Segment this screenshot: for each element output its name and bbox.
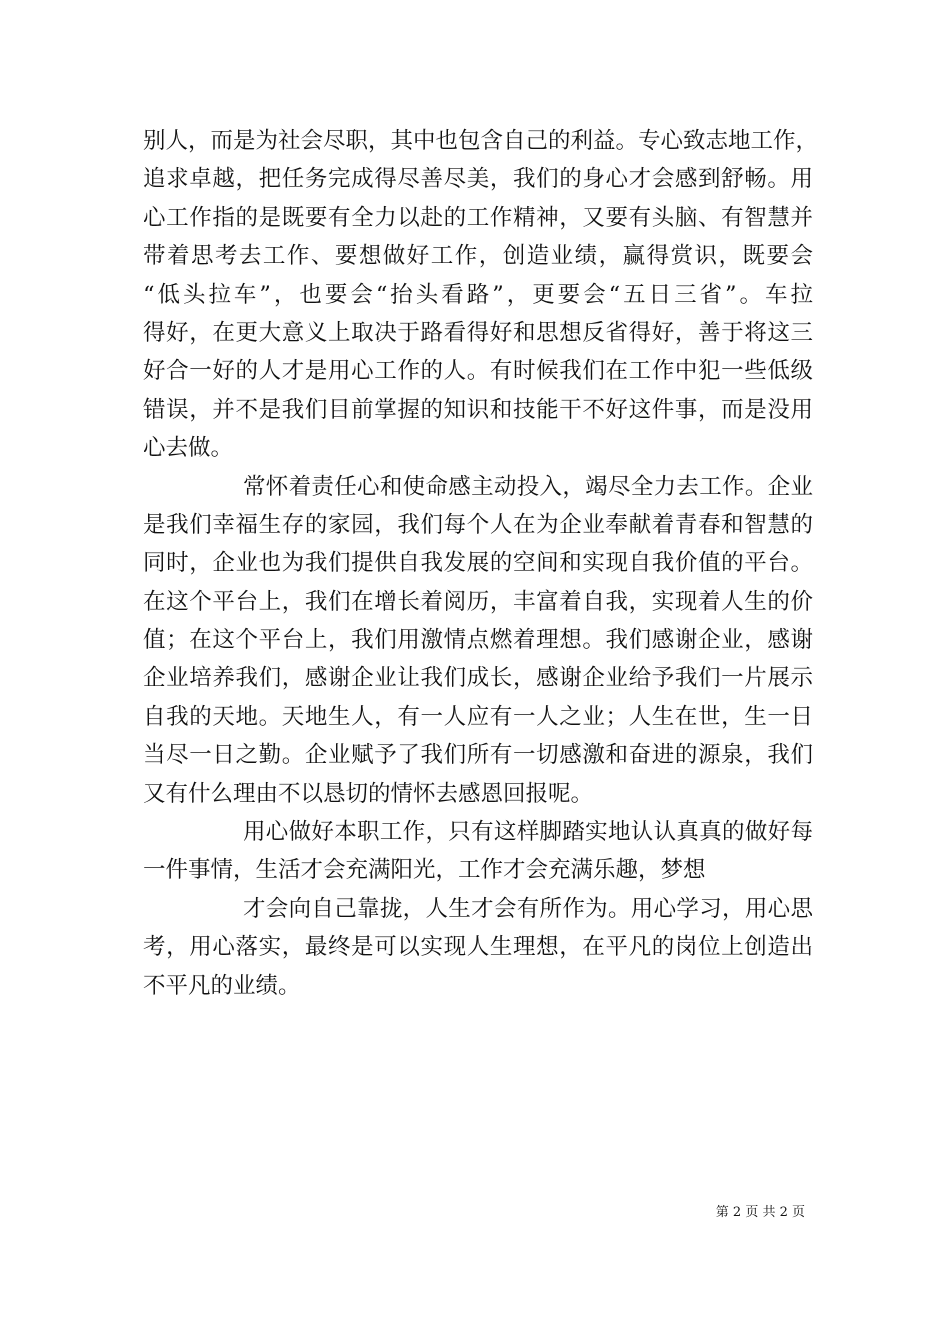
text-line: 自我的天地。天地生人，有一人应有一人之业；人生在世，生一日 <box>143 703 813 730</box>
text-line: 才会向自己靠拢，人生才会有所作为。用心学习，用心思 <box>243 895 813 922</box>
text-line: 追求卓越，把任务完成得尽善尽美，我们的身心才会感到舒畅。用 <box>143 166 813 193</box>
paragraph-2 <box>143 468 813 814</box>
text-line: 心工作指的是既要有全力以赴的工作精神，又要有头脑、有智慧并 <box>143 204 813 231</box>
text-line: 值；在这个平台上，我们用激情点燃着理想。我们感谢企业，感谢 <box>143 627 813 654</box>
text-line: 用心做好本职工作，只有这样脚踏实地认认真真的做好每 <box>243 819 813 846</box>
text-line: 带着思考去工作、要想做好工作，创造业绩，赢得赏识，既要会 <box>143 243 813 270</box>
text-line: 企业培养我们，感谢企业让我们成长，感谢企业给予我们一片展示 <box>143 665 813 692</box>
text-line: 得好，在更大意义上取决于路看得好和思想反省得好，善于将这三 <box>143 319 813 346</box>
text-line: 在这个平台上，我们在增长着阅历，丰富着自我，实现着人生的价 <box>143 588 813 615</box>
text-line: 一件事情，生活才会充满阳光，工作才会充满乐趣，梦想 <box>143 857 706 884</box>
text-line: “低头拉车”，也要会“抬头看路”，更要会“五日三省”。车拉 <box>143 281 813 308</box>
text-line: 错误，并不是我们目前掌握的知识和技能干不好这件事，而是没用 <box>143 396 813 423</box>
text-line: 是我们幸福生存的家园，我们每个人在为企业奉献着青春和智慧的 <box>143 511 813 538</box>
paragraph-3 <box>143 813 813 890</box>
text-line: 考，用心落实，最终是可以实现人生理想，在平凡的岗位上创造出 <box>143 934 813 961</box>
text-line: 好合一好的人才是用心工作的人。有时候我们在工作中犯一些低级 <box>143 358 813 385</box>
text-line: 同时，企业也为我们提供自我发展的空间和实现自我价值的平台。 <box>143 550 813 577</box>
page-number: 第 2 页 共 2 页 <box>715 1205 805 1220</box>
text-line: 不平凡的业绩。 <box>143 972 301 999</box>
text-line: 心去做。 <box>143 435 234 462</box>
paragraph-4 <box>143 890 813 1005</box>
text-line: 当尽一日之勤。企业赋予了我们所有一切感激和奋进的源泉，我们 <box>143 742 813 769</box>
text-line: 别人，而是为社会尽职，其中也包含自己的利益。专心致志地工作， <box>143 128 819 154</box>
text-line: 常怀着责任心和使命感主动投入，竭尽全力去工作。企业 <box>243 473 813 500</box>
body-text <box>143 122 819 1005</box>
text-line: 又有什么理由不以恳切的情怀去感恩回报呢。 <box>143 780 594 807</box>
paragraph-1 <box>143 122 819 468</box>
